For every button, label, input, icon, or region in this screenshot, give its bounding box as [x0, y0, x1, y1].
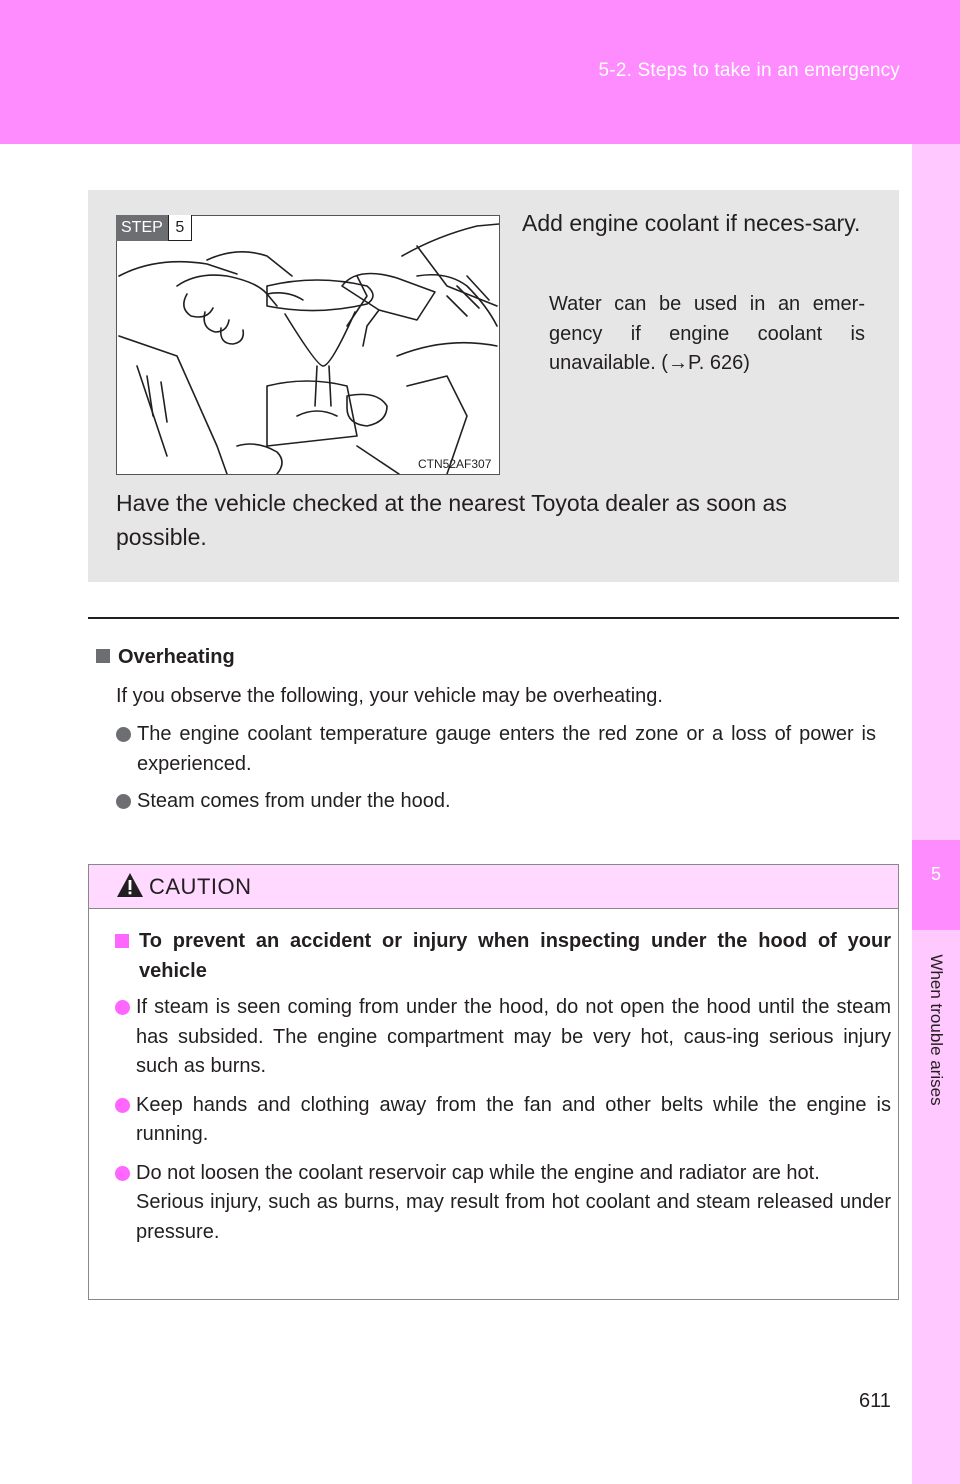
section-title: 5-2. Steps to take in an emergency [598, 60, 900, 81]
section-divider [88, 617, 899, 619]
caution-heading-text: To prevent an accident or injury when inspecting under the hood of your vehicle [139, 930, 891, 982]
square-bullet-icon [96, 649, 110, 663]
list-item-text: The engine coolant temperature gauge enters the red zone or a loss of power is experienced. [137, 723, 876, 775]
list-item [116, 787, 876, 817]
caution-header [89, 865, 898, 909]
side-tab-strip [912, 144, 960, 1484]
list-item-text: If steam is seen coming from under the hood, do not open the hood until the steam has subsided. The engine compartment may be very hot, caus-ing serious injury such as burns. [136, 996, 891, 1077]
list-item [115, 1159, 891, 1248]
chapter-label: When trouble arises [927, 954, 946, 1106]
step-label: STEP [116, 215, 168, 241]
list-item-text: Steam comes from under the hood. [137, 790, 451, 812]
list-item [115, 1091, 891, 1150]
page-number: 611 [859, 1390, 891, 1412]
list-item-extra-text: Serious injury, such as burns, may result from hot coolant and steam released under pressure. [136, 1191, 891, 1243]
list-item-text: Do not loosen the coolant reservoir cap while the engine and radiator are hot. [136, 1161, 820, 1184]
overheating-list [116, 720, 876, 825]
list-item-text: Keep hands and clothing away from the fan and other belts while the engine is running. [136, 1093, 891, 1145]
caution-list [115, 993, 891, 1256]
bullet-icon [115, 1166, 130, 1181]
coolant-illustration [116, 215, 500, 475]
page-header [0, 0, 960, 144]
step-footer-text: Have the vehicle checked at the nearest Toyota dealer as soon as possible. [116, 490, 787, 550]
square-bullet-icon [115, 934, 129, 948]
list-item [115, 993, 891, 1082]
bullet-icon [116, 727, 131, 742]
warning-triangle-icon [115, 871, 145, 899]
step-badge [116, 215, 192, 241]
step-instruction: Add engine coolant if neces-sary. [522, 210, 861, 236]
caution-box [88, 864, 899, 1300]
overheating-intro: If you observe the following, your vehicle may be overheating. [116, 685, 663, 707]
figure-code: CTN52AF307 [418, 457, 492, 471]
bullet-icon [116, 794, 131, 809]
chapter-number: 5 [930, 864, 941, 884]
list-item [116, 720, 876, 779]
step-number: 5 [168, 215, 192, 241]
bullet-icon [115, 1000, 130, 1015]
caution-heading [115, 927, 891, 986]
overheating-heading-text: Overheating [118, 646, 235, 668]
step-note: Water can be used in an emer-gency if engine coolant is unavailable. (→P. 626) [549, 293, 865, 374]
bullet-icon [115, 1098, 130, 1113]
caution-title: CAUTION [149, 874, 252, 899]
chapter-tab-active[interactable] [912, 840, 960, 930]
overheating-heading [96, 646, 235, 669]
